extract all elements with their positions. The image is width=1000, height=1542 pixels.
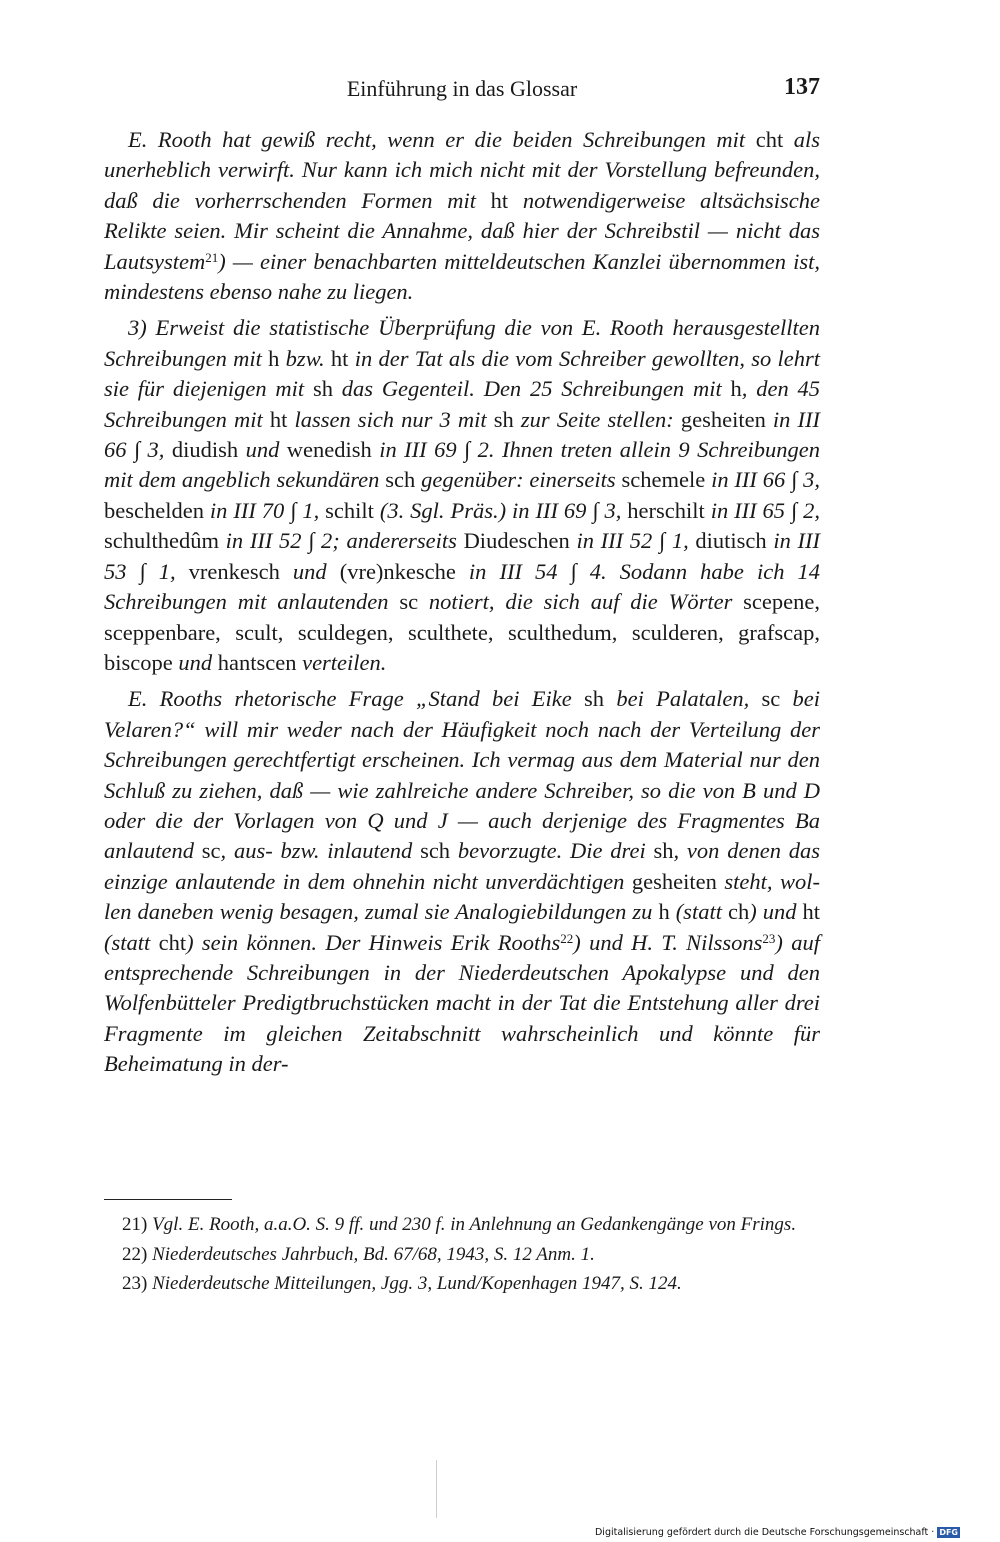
text-run: cht bbox=[158, 929, 187, 955]
text-run: bzw. bbox=[279, 345, 331, 371]
page-number: 137 bbox=[784, 74, 820, 100]
footnote bbox=[104, 1212, 820, 1239]
text-run: ht bbox=[269, 406, 288, 432]
text-run: und bbox=[238, 437, 287, 463]
text-run: sh bbox=[584, 686, 605, 712]
text-run: ) — einer benachbarten mitteldeutschen Kanzlei übernommen ist, mindestens ebenso nahe zu liegen. bbox=[104, 248, 820, 305]
text-run: ht bbox=[330, 345, 349, 371]
text-run: schemele bbox=[621, 467, 706, 493]
text-run: Diudeschen bbox=[463, 528, 570, 554]
text-run: in III 53 ∫ 1, bbox=[104, 528, 821, 584]
footnote-number: 21) bbox=[122, 1214, 148, 1235]
dfg-logo-icon: DFG bbox=[939, 1528, 958, 1537]
text-run: ) und H. T. Nilssons bbox=[573, 929, 763, 955]
text-run: sch bbox=[420, 838, 451, 864]
text-run: als unerheblich verwirft. Nur kann ich mich nicht mit der Vorstellung befreunden, daß die vorherrschenden Formen mit bbox=[104, 127, 820, 213]
footnote-text: Vgl. E. Rooth, a.a.O. S. 9 ff. und 230 f. in Anlehnung an Gedankengänge von Frings. bbox=[152, 1214, 797, 1235]
text-run: (3. Sgl. Präs.) in III 69 ∫ 3, bbox=[373, 497, 628, 523]
footnote-number: 22) bbox=[122, 1243, 148, 1265]
text-run: E. Rooths rhetorische Frage „Stand bei Eike bbox=[128, 686, 585, 712]
footnote-divider bbox=[104, 1199, 232, 1200]
text-run: wenedish bbox=[286, 437, 372, 463]
credit-text: Digitalisierung gefördert durch die Deutsche Forschungsgemeinschaft · bbox=[594, 1527, 935, 1538]
text-run: bei Palatalen, bbox=[604, 686, 762, 712]
footnote-ref: 21 bbox=[205, 249, 219, 265]
text-run: gesheiten bbox=[631, 868, 717, 894]
text-run: ch bbox=[727, 899, 750, 925]
digitization-credit bbox=[595, 1527, 960, 1538]
text-run: und bbox=[279, 558, 340, 584]
text-run: , den 45 Schreibungen mit bbox=[104, 376, 820, 432]
gutter-mark bbox=[436, 1460, 437, 1518]
footnotes bbox=[104, 1212, 820, 1301]
text-run: gegenüber: einerseits bbox=[415, 467, 622, 493]
text-run: (vre)nkesche bbox=[339, 558, 456, 584]
text-run: notiert, die sich auf die Wörter bbox=[418, 589, 744, 615]
text-run: 3) Erweist die statistische Überprüfung die von E. Rooth herausgestellten Schreibungen mit bbox=[104, 315, 820, 371]
text-run: sh bbox=[312, 376, 333, 402]
text-run: sh bbox=[493, 406, 514, 432]
running-title: Einführung in das Glossar bbox=[346, 76, 578, 101]
footnote-number: 23) bbox=[122, 1273, 148, 1295]
text-run: in III 52 ∫ 1, bbox=[569, 528, 696, 554]
text-run: in III 70 ∫ 1, bbox=[203, 497, 326, 523]
text-run: notwendigerweise altsächsische Relikte seien. Mir scheint die Annahme, daß hier der Schreibstil — nicht das Lautsystem bbox=[104, 187, 820, 274]
page-header bbox=[104, 74, 820, 108]
text-run: gesheiten bbox=[680, 406, 766, 432]
footnote bbox=[104, 1242, 820, 1269]
text-run: in III 66 ∫ 3, bbox=[104, 406, 821, 463]
paragraph bbox=[104, 684, 820, 1079]
footnote-text: Niederdeutsches Jahrbuch, Bd. 67/68, 1943, S. 12 Anm. 1. bbox=[152, 1243, 595, 1265]
text-run: hantscen bbox=[217, 649, 297, 675]
text-run: in III 54 ∫ 4. Sodann habe ich 14 Schreibungen mit anlautenden bbox=[104, 558, 820, 615]
text-run: herschilt bbox=[627, 497, 705, 523]
text-run: ht bbox=[802, 899, 820, 925]
text-run: , von denen das einzige anlautende in dem ohnehin nicht unverdächtigen bbox=[104, 838, 820, 894]
footnote-text: Niederdeutsche Mitteilungen, Jgg. 3, Lund/Kopenhagen 1947, S. 124. bbox=[152, 1273, 682, 1295]
text-run: bei Velaren?“ will mir weder nach der Häufigkeit noch nach der Verteilung der Schreibungen gerechtfertigt erscheinen. Ich vermag aus dem Material nur den Schluß zu ziehen, daß — wie zahlreiche andere Schreiber, so die von B und D oder die der Vorlagen von Q und J — auch derjenige des Fragmentes Ba anlautend bbox=[104, 686, 820, 864]
text-run: sch bbox=[385, 467, 416, 493]
text-run: sc bbox=[201, 838, 221, 864]
text-run: ) sein können. Der Hinweis Erik Rooths bbox=[186, 929, 561, 955]
text-run: h bbox=[730, 376, 742, 402]
text-run: und bbox=[172, 649, 218, 675]
text-run: E. Rooth hat gewiß recht, wenn er die beiden Schreibungen mit bbox=[128, 127, 756, 152]
text-run: schulthedûm bbox=[104, 528, 219, 554]
text-run: zur Seite stellen: bbox=[513, 406, 681, 432]
text-run: beschelden bbox=[104, 497, 204, 523]
footnote bbox=[104, 1271, 820, 1298]
paragraph bbox=[104, 313, 820, 678]
text-run: diutisch bbox=[695, 528, 767, 554]
text-run: in III 65 ∫ 2, bbox=[704, 497, 820, 523]
text-run: sc bbox=[761, 686, 781, 712]
text-run: scepene, sceppenbare, scult, sculdegen, sculthete, sculthedum, sculderen, grafscap, biscope bbox=[104, 589, 820, 675]
text-run: h bbox=[268, 345, 280, 371]
main-text bbox=[104, 125, 820, 1086]
text-run: , aus- bzw. inlautend bbox=[220, 838, 421, 864]
text-run: in der Tat als die vom Schreiber gewollten, so lehrt sie für diejenigen mit bbox=[104, 345, 820, 402]
text-run: schilt bbox=[325, 497, 374, 523]
text-run: (statt bbox=[669, 899, 728, 925]
text-run: h bbox=[658, 899, 670, 925]
text-run: sc bbox=[399, 589, 419, 615]
text-run: in III 69 ∫ 2. Ihnen treten allein 9 Schreibungen mit dem angeblich sekundären bbox=[104, 437, 820, 493]
text-run: in III 66 ∫ 3, bbox=[705, 467, 820, 493]
text-run: lassen sich nur 3 mit bbox=[287, 406, 494, 432]
text-run: cht bbox=[755, 127, 784, 152]
text-run: sh bbox=[653, 838, 674, 864]
text-run: ) auf entsprechende Schreibungen in der Niederdeutschen Apokalypse und den Wolfenbütteler Predigtbruchstücken macht in der Tat die Entstehung aller drei Fragmente im gleichen Zeitabschnitt wahrscheinlich und könnte für Beheimatung in der- bbox=[104, 929, 820, 1077]
text-run: steht, wollen daneben wenig besagen, zumal sie Analogiebildungen zu bbox=[104, 868, 820, 925]
text-run: bevorzugte. Die drei bbox=[450, 838, 654, 864]
text-run: ) und bbox=[749, 899, 803, 925]
text-run: (statt bbox=[104, 929, 159, 955]
text-run: diudish bbox=[171, 437, 239, 463]
footnote-ref: 22 bbox=[560, 930, 574, 946]
text-run: ht bbox=[490, 187, 509, 213]
text-run: in III 52 ∫ 2; andererseits bbox=[218, 528, 464, 554]
text-run: vrenkesch bbox=[188, 558, 280, 584]
text-run: das Gegenteil. Den 25 Schreibungen mit bbox=[332, 376, 731, 402]
footnote-ref: 23 bbox=[762, 930, 776, 946]
paragraph bbox=[104, 125, 820, 307]
text-run: verteilen. bbox=[296, 649, 387, 675]
